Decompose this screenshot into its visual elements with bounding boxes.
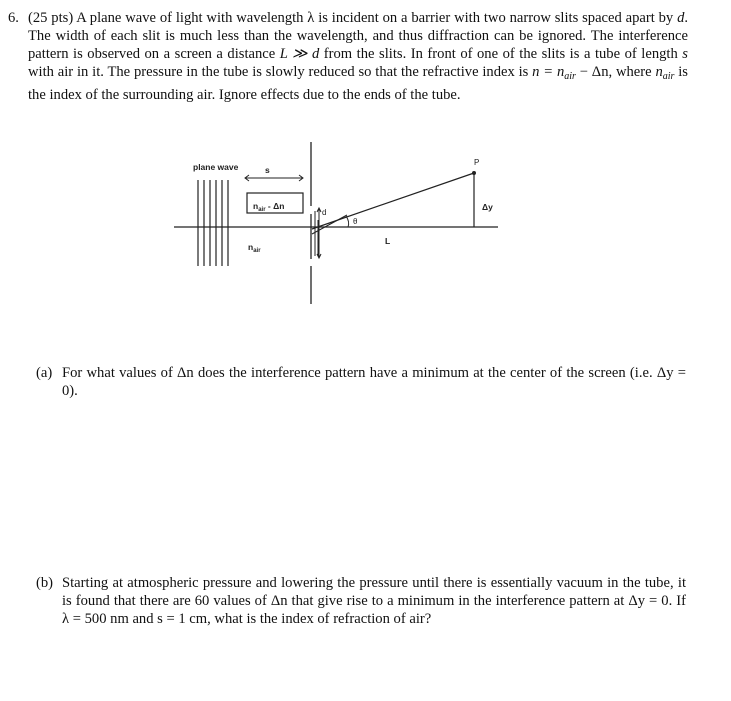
s-label: s xyxy=(265,165,270,175)
theta-label: θ xyxy=(353,217,358,226)
problem-points: (25 pts) xyxy=(28,10,74,26)
problem-statement xyxy=(8,9,688,104)
var-s: s xyxy=(682,46,688,62)
slit-markers xyxy=(315,211,318,256)
part-b-text: Starting at atmospheric pressure and lowering the pressure until there is essentially vacuum in the tube, it is found that there are 60 values of Δn that give rise to a minimum in the interference pattern at Δy = 0. If λ = 500 nm and s = 1 cm, what is the index of refraction of air? xyxy=(62,575,686,627)
air-subscript: air xyxy=(564,71,576,82)
problem-text-2: . The width of each slit is much less than the wavelength, and thus diffraction can be ignored. The interference pattern is observed on a screen a distance xyxy=(28,10,689,62)
problem-text xyxy=(28,9,688,104)
nair-label-sub: air xyxy=(253,248,261,254)
d-label: d xyxy=(322,208,327,217)
problem-text-3: from the slits. In front of one of the slits is a tube of length xyxy=(319,46,683,62)
var-nair: n xyxy=(655,64,663,80)
problem-text-1: A plane wave of light with wavelength λ is incident on a barrier with two narrow slits spaced apart by xyxy=(76,10,678,26)
ray-lower xyxy=(312,215,347,234)
s-arrow xyxy=(245,175,303,181)
n-equation: n = n xyxy=(532,64,565,80)
point-P xyxy=(472,171,476,175)
double-slit-diagram xyxy=(160,138,510,308)
part-a-label: (a) xyxy=(36,365,53,381)
problem-text-4: with air in it. The pressure in the tube is slowly reduced so that the refractive index is xyxy=(28,64,533,80)
part-b xyxy=(36,574,686,628)
delta-y-label: Δy xyxy=(482,202,493,212)
var-L-condition: L ≫ d xyxy=(279,46,320,62)
tube-label-n: n xyxy=(253,201,259,211)
tube-label-sub: air xyxy=(258,207,266,213)
problem-text-6: is the index of the surrounding air. Ignore effects due to the ends of the tube. xyxy=(28,64,688,103)
problem-number: 6. xyxy=(8,10,19,26)
tube-label-rest: - Δn xyxy=(265,201,285,211)
minus-delta-n: − Δn xyxy=(575,64,609,80)
part-a-text: For what values of Δn does the interference pattern have a minimum at the center of the screen (i.e. Δy = 0). xyxy=(62,365,686,399)
part-a xyxy=(36,364,686,400)
nair-label xyxy=(248,242,261,254)
plane-wave-label: plane wave xyxy=(193,162,239,172)
air-subscript-2: air xyxy=(662,71,675,82)
plane-wave-wavefronts xyxy=(198,180,228,266)
P-label: P xyxy=(474,158,480,167)
part-b-label: (b) xyxy=(36,575,54,591)
var-d: d xyxy=(677,10,685,26)
nair-label-n: n xyxy=(248,242,254,252)
L-label: L xyxy=(385,236,391,246)
problem-text-5: , where xyxy=(608,64,656,80)
